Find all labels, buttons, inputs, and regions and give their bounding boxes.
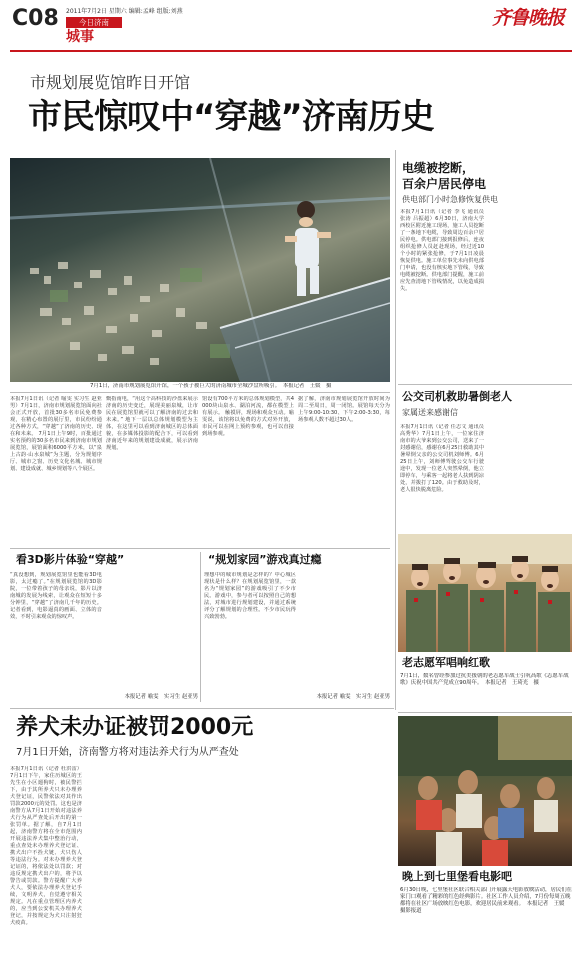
right3-rule <box>398 712 572 713</box>
caption-rule <box>10 392 390 393</box>
sub1-byline: 本报记者 喻雯 实习生 赵亚男 <box>124 694 198 700</box>
sub2-body: 理想中的城市规划是怎样的？中心城区现状是什么样？在规划展览馆里，一款名为“规划家园”的游戏吸引了不少市民。游戏中，参与者可以按照自己的想法，对城市进行规划建设，并通过系统评分了解规划的合理性。不少市民玩得兴致勃勃。 <box>204 572 296 620</box>
lead-photo-planning-model <box>10 158 390 382</box>
right2-body-col-1: 本报7月1日讯（记者 任志文 通讯员 高秀华）7月1日上午，一位家住济南市的大爷来到公交公司，送来了一封感谢信，感谢在6月25日救助其中暑晕倒父亲的公交司机刘师傅。6月25日上午，刘师傅驾驶公交车行驶途中，发现一位老人突然晕倒，他立即停车，与乘客一起将老人扶到阴凉处，并拨打了120。由于救助及时，老人很快脱离危险。 <box>400 424 484 493</box>
outdoor-movie-photo <box>398 716 572 866</box>
sub2-body-cont <box>300 572 390 692</box>
veterans-illustration <box>398 534 572 652</box>
sub1-title: 看3D影片体验“穿越” <box>16 553 125 566</box>
lead-paragraph-5: 馆设有700平方米的总体规划模型，共4000块山泉水、湖泊河流，都在模型上有展示。 <box>202 396 294 416</box>
bottom-body-col-3 <box>162 766 234 966</box>
right4-headline: 晚上到七里堡看电影吧 <box>402 870 512 883</box>
lead-body-col-3 <box>202 396 294 544</box>
right2-subhead: 家属送来感谢信 <box>402 408 458 417</box>
bottom-story-rule <box>10 708 394 709</box>
lead-photo-caption: 7月1日，济南市规划展览馆开馆，一个孩子被巨大的济南城市全城沙盘所吸引。 本报记者 王媛 摄 <box>90 383 332 389</box>
page-number: C08 <box>12 6 59 31</box>
movie-photo-caption: 6月30日晚，七里堡社区联合相关部门开展露天电影放映活动，居民们在家门口观看了精彩的红色经典影片。社区工作人员介绍，7月份每周五晚都将在社区广场放映红色电影，欢迎居民前来观看。 本报记者 王媛 摄影报道 <box>400 887 572 914</box>
sub2-title: “规划家园”游戏真过瘾 <box>208 553 322 566</box>
right1-headline-2: 百余户居民停电 <box>402 177 487 191</box>
lead-kicker: 市规划展览馆昨日开馆 <box>30 73 191 92</box>
veterans-photo-caption: 7月1日，数名曾经参加过抗美援朝的老志愿军战士引吭高歌《志愿军战歌》庆祝中国共产党成立90周年。 本报记者 王琦光 摄 <box>400 673 569 686</box>
bottom-body-col-5 <box>314 766 392 966</box>
sub1-body-cont <box>106 572 198 692</box>
bottom-headline: 养犬未办证被罚2000元 <box>16 715 254 740</box>
header-divider <box>10 50 572 52</box>
lead-body-col-2 <box>106 396 198 544</box>
right1-body-col-2 <box>488 209 572 379</box>
sub-col-divider <box>200 552 201 702</box>
bottom-body-col-2 <box>86 766 158 966</box>
sub1-body: “真没想到，规划展览馆里也能看3D电影，太过瘾了。”在规划展览馆的3D影院，一位带着孩子的母亲说，影片以济南城的发展为线索，让观众在短短十多分钟里，“穿越”了济南几千年的历史。记者看到，电影逼真的画面、立体的音效，不时引来观众的惊叹声。 <box>10 572 102 620</box>
lead-paragraph-7: 据了解，济南市规划展览馆开放时间为周二至周日，周一闭馆。展馆每天分为上午9:00-10:30、下午2:00-3:30，每场参观人数不超过30人。 <box>298 396 390 423</box>
right3-headline: 老志愿军唱响红歌 <box>402 656 490 669</box>
bottom-body-col-1: 本报7月1日讯（记者 杜洪雷）7月1日下午，家住历城区的王先生在小区遛狗时，被民警拦下，由于其所养犬只未办理养犬登记证，民警依法对其作出罚款2000元的处罚。这也是济南警方从7月1日开始对违法养犬行为从严查处后开出的第一张罚单。据了解，自7月1日起，济南警方将在全市范围内开展违法养犬集中整治行动，重点查处未办理养犬登记证、携犬出户不拴犬链、犬只伤人等违法行为。对未办理养犬登记证的，将依法处以罚款；对违反规定携犬出户的，将予以警告或罚款。警方提醒广大养犬人，要依法办理养犬登记手续，文明养犬，自觉遵守相关规定。凡在重点管理区内养犬的，应当到公安机关办理养犬登记，并按规定为犬只注射狂犬疫苗。 <box>10 766 82 926</box>
right1-headline-1: 电缆被挖断， <box>402 161 475 175</box>
lead-bottom-rule <box>10 548 390 549</box>
right1-body-col-1: 本报7月1日讯（记者 李飞 通讯员 张涛 吕振超）6月30日，济南大学西校区附近施工现场，施工人员挖断了一条地下电缆，导致周边百余户居民停电。供电部门接到报修后，连夜组织抢修人员赶赴现场，经过近10个小时的紧张抢修，于7月1日凌晨恢复供电。施工单位事先未向供电部门申请，也没有核实地下管线，导致电缆被挖断。供电部门提醒，施工前应先查清地下管线情况，以免造成损失。 <box>400 209 484 292</box>
section-title: 城事 <box>66 29 94 45</box>
masthead-logo: 齐鲁晚报 <box>492 7 565 29</box>
lead-paragraph-1: 本报7月1日讯（记者 喻雯 实习生 赵亚男）7月1日，济南市规划展览馆面向社会正式开放，首批30多名市民免费参观，在精心布置的展厅里，市民纷纷通过各种方式，“穿越”了济南的历史、现在和未来。 <box>10 396 102 437</box>
lead-body-col-1 <box>10 396 102 544</box>
section-tag: 今日济南 <box>66 17 122 28</box>
bottom-subhead: 7月1日开始，济南警方将对违法养犬行为从严查处 <box>16 747 239 758</box>
veterans-singing-photo <box>398 534 572 652</box>
right2-body-col-2 <box>488 424 572 516</box>
lead-paragraph-4: 地下一层以总体规划模型为主体，在这里可以看到济南城区的总体面貌，在多媒体投影的配合下，可以看到济南近年来的规划建设成就，展示济南规划。 <box>106 417 198 451</box>
right1-rule <box>398 384 572 385</box>
sub2-byline: 本报记者 喻雯 实习生 赵亚男 <box>316 694 390 700</box>
lead-paragraph-6: 触摸屏，现场和观众互动。喻雯说，该馆将以免费的方式对外开放，市民可以在网上预约参观，也可以直接到场参观。 <box>202 410 294 437</box>
right1-subhead: 供电部门小时急修恢复供电 <box>402 195 498 204</box>
lead-paragraph-3: 慨指南电，“用这个高科技的沙盘来展示济南的历史变迁，展现美丽泉城，让市民在展览馆里就可以了解济南的过去和未来。” <box>106 396 198 423</box>
movie-illustration <box>398 716 572 866</box>
lead-headline: 市民惊叹中“穿越”济南历史 <box>28 97 434 137</box>
lead-body-col-4 <box>298 396 390 544</box>
city-model-illustration <box>10 158 390 382</box>
right-column-divider <box>395 150 396 710</box>
lead-paragraph-2: 7月1日上午9时，百批通过实名预约的30多名市民来到济南市规划展览馆，展馆面积6000平方米，以“泉上古韵·山水泉城”为主题，分为规划序厅、城市之窗、历史文化名城、城市规划、建设成就、城乡规划等八个展区。 <box>10 431 102 472</box>
bottom-body-col-4 <box>238 766 310 966</box>
date-line: 2011年7月2日 星期六 编辑:孟峰 组版:刘燕 <box>66 8 183 15</box>
right2-headline: 公交司机救助暑倒老人 <box>402 390 512 403</box>
